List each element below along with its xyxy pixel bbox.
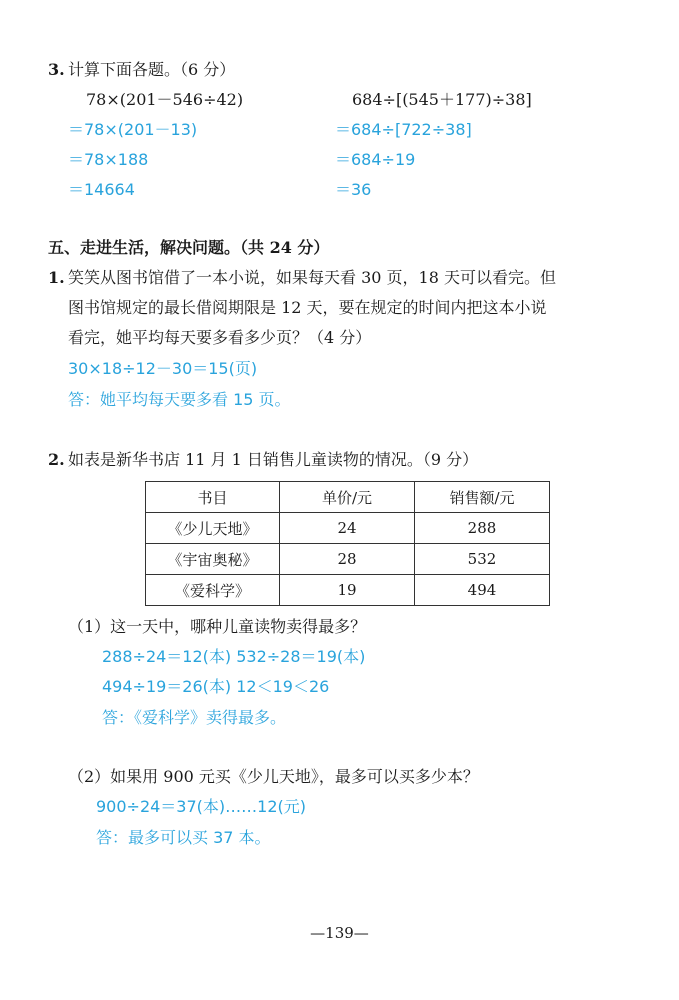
q3-number: 3. <box>48 60 65 79</box>
table-row <box>146 544 550 575</box>
p2-q1-answer-text: 答：《爱科学》卖得最多。 <box>102 708 287 727</box>
q3-title: 计算下面各题。（6 分） <box>68 60 236 79</box>
p2-intro: 如表是新华书店 11 月 1 日销售儿童读物的情况。（9 分） <box>68 450 479 469</box>
column-header: 书目 <box>146 482 280 513</box>
table-row <box>146 513 550 544</box>
table-header-row <box>146 482 550 513</box>
book-title-cell: 《宇宙奥秘》 <box>146 544 280 575</box>
p1-answer-text: 答：她平均每天要多看 15 页。 <box>68 390 291 409</box>
sales-table <box>145 481 550 606</box>
price-cell: 28 <box>280 544 415 575</box>
q3-left-expression: 78×(201－546÷42) <box>86 90 244 109</box>
column-header: 销售额/元 <box>415 482 550 513</box>
p2-subquestion-1: （1）这一天中，哪种儿童读物卖得最多？ <box>68 617 367 636</box>
p2-q1-answer-compare: 494÷19＝26(本) 12＜19＜26 <box>102 677 330 696</box>
q3-right-expression: 684÷[(545＋177)÷38] <box>352 90 532 109</box>
q3-right-step: ＝684÷19 <box>335 150 416 169</box>
q3-left-step: ＝78×188 <box>68 150 149 169</box>
page-number: —139— <box>310 924 369 942</box>
q3-left-result: ＝14664 <box>68 180 135 199</box>
section-5-title: 五、走进生活，解决问题。（共 24 分） <box>48 238 330 257</box>
p2-q2-answer-text: 答：最多可以买 37 本。 <box>96 828 271 847</box>
price-cell: 19 <box>280 575 415 606</box>
sales-cell: 532 <box>415 544 550 575</box>
p1-text-line: 看完，她平均每天要多看多少页？（4 分） <box>68 328 372 347</box>
q3-right-step: ＝684÷[722÷38] <box>335 120 472 139</box>
book-title-cell: 《爱科学》 <box>146 575 280 606</box>
p2-q1-answer-calc: 288÷24＝12(本) 532÷28＝19(本) <box>102 647 366 666</box>
table-row <box>146 575 550 606</box>
p1-answer-calc: 30×18÷12－30＝15(页) <box>68 359 258 378</box>
q3-right-result: ＝36 <box>335 180 372 199</box>
p1-number: 1. <box>48 268 65 287</box>
column-header: 单价/元 <box>280 482 415 513</box>
sales-cell: 288 <box>415 513 550 544</box>
p1-text-line: 图书馆规定的最长借阅期限是 12 天，要在规定的时间内把这本小说 <box>68 298 547 317</box>
p2-subquestion-2: （2）如果用 900 元买《少儿天地》，最多可以买多少本？ <box>68 767 479 786</box>
p2-q2-answer-calc: 900÷24＝37(本)……12(元) <box>96 797 306 816</box>
book-title-cell: 《少儿天地》 <box>146 513 280 544</box>
p1-text-line: 笑笑从图书馆借了一本小说，如果每天看 30 页，18 天可以看完。但 <box>68 268 556 287</box>
sales-cell: 494 <box>415 575 550 606</box>
price-cell: 24 <box>280 513 415 544</box>
q3-left-step: ＝78×(201－13) <box>68 120 198 139</box>
p2-number: 2. <box>48 450 65 469</box>
